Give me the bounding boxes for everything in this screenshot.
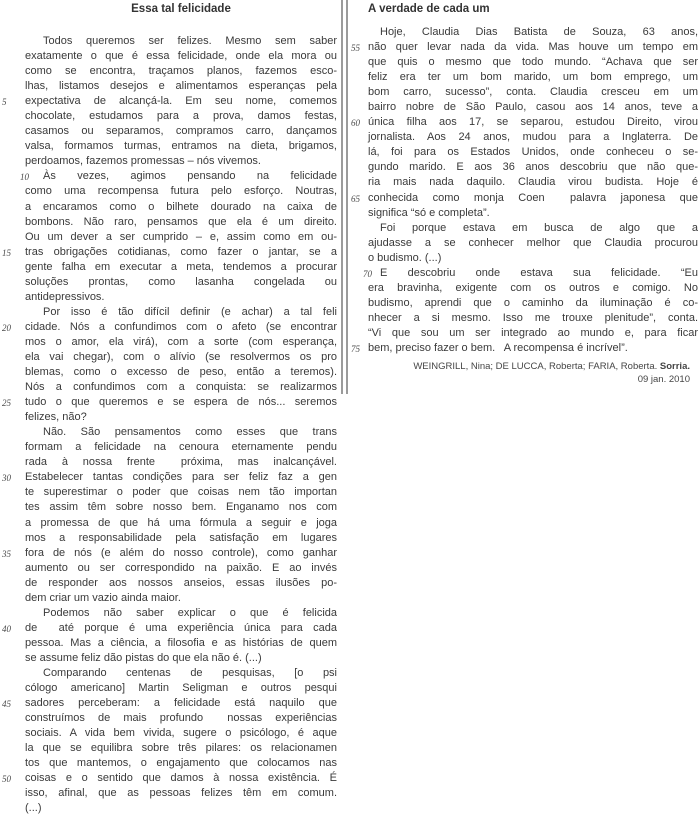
text-line-content: isso, afinal, que as pessoas felizes têm em comum.	[25, 787, 337, 800]
text-line-content: lhas, listamos desejos e alimentamos esperanças pela	[25, 80, 337, 93]
text-line	[25, 260, 337, 275]
text-line-content: cólogo americano] Martin Seligman e outros pesqui	[25, 682, 337, 695]
text-line-content: única filha aos 17, se separou, estudou Direito, virou	[368, 116, 698, 129]
line-number: 30	[2, 473, 11, 484]
text-line-content: casamos ou separamos, compramos carro, dançamos	[25, 125, 337, 138]
text-line	[25, 455, 337, 470]
citation-source: Sorria.	[659, 361, 690, 372]
text-line	[25, 485, 337, 500]
text-line-content: (...)	[25, 802, 42, 815]
text-line	[25, 154, 337, 169]
text-line-content: nhecer a si mesmo. Isso me trouxe plenitude”, conta.	[368, 311, 698, 324]
text-line-content: E descobriu onde estava sua felicidade. “Eu	[380, 266, 698, 279]
text-line-content: ria mais nada daquilo. Claudia virou budista. Hoje é	[368, 176, 698, 189]
text-line	[25, 756, 337, 771]
text-line	[25, 711, 337, 726]
text-line-content: budismo, aprendi que o caminho da iluminação é co-	[368, 296, 698, 309]
text-line	[368, 281, 698, 296]
text-line	[25, 230, 337, 245]
text-line	[25, 591, 337, 606]
text-line-content: tras obrigações cotidianas, como fazer o jantar, se a	[25, 245, 337, 258]
text-line-content: gente falha em executar a meta, tendemos a procurar	[25, 260, 337, 273]
left-column	[2, 0, 337, 818]
line-number: 20	[2, 322, 11, 333]
citation-authors: WEINGRILL, Nina; DE LUCCA, Roberta; FARIA, Roberta.	[413, 361, 658, 372]
text-line-content: soluções prontas, como lasanha congelada ou	[25, 275, 337, 288]
text-line-content: de responder aos nossos anseios, essas ilusões po-	[25, 576, 337, 589]
text-line	[368, 326, 698, 341]
text-line-content: a promessa de que há uma fórmula a seguir e joga	[25, 516, 337, 529]
text-line-content: felizes, não?	[25, 411, 87, 424]
text-line-content: blemas, como o excesso de peso, então a teremos).	[25, 366, 337, 379]
text-line-content: Ou um dever a ser cumprido – e, assim como em ou-	[25, 230, 337, 243]
line-number: 65	[351, 193, 360, 204]
text-line-content: Todos queremos ser felizes. Mesmo sem saber	[43, 35, 337, 47]
right-column-title: A verdade de cada um	[368, 3, 490, 15]
text-line	[25, 49, 337, 64]
text-line	[2, 696, 337, 711]
text-line	[368, 251, 698, 266]
text-line-content: bom carro, sucesso”, conta. Claudia cresceu em um	[368, 86, 698, 99]
text-line	[2, 621, 337, 636]
text-line	[363, 266, 698, 281]
text-line-content: que quis o mesmo que todo mundo. “Achava que ser	[368, 56, 698, 69]
text-line-content: fora de nós (e além do nosso controle), como ganhar	[25, 546, 337, 559]
text-line-content: Hoje, Claudia Dias Batista de Souza, 63 anos,	[380, 26, 698, 38]
text-line	[25, 275, 337, 290]
text-line-content: como se encontra, traçamos planos, fazemos esco-	[25, 65, 337, 78]
text-line	[25, 516, 337, 531]
text-line-content: Foi porque estava em busca de algo que a	[380, 221, 698, 234]
text-line	[2, 94, 337, 109]
text-line	[25, 741, 337, 756]
text-line-content: bem, preciso fazer o bem. A recompensa é incrível”.	[368, 341, 628, 354]
text-line	[25, 561, 337, 576]
text-line	[368, 25, 698, 40]
text-line	[25, 109, 337, 124]
text-line-content: chocolate, estudamos para a prova, damos festas,	[25, 110, 337, 123]
line-number: 35	[2, 548, 11, 559]
text-line	[25, 79, 337, 94]
text-line	[25, 64, 337, 79]
text-line	[368, 296, 698, 311]
text-line	[25, 576, 337, 591]
text-line	[2, 395, 337, 410]
text-line-content: era bravinha, exigente com os outros e comigo. No	[368, 281, 698, 294]
text-line	[25, 636, 337, 651]
text-line-content: pessoa. Mas a ciência, a filosofia e as histórias de quem	[25, 636, 337, 649]
text-line-content: formam a felicidade na cenoura eternamente pendu	[25, 441, 337, 454]
line-number: 5	[2, 97, 7, 108]
text-line-content: gundo marido. E aos 36 anos descobriu que não que-	[368, 161, 698, 174]
text-line-content: tes assim têm sobre nosso bem. Enganamo nos com	[25, 501, 337, 514]
text-line	[368, 55, 698, 70]
text-line-content: conhecida como monja Coen palavra japonesa que	[368, 191, 698, 204]
text-line	[25, 440, 337, 455]
text-line-content: expectativa de alcançá-la. Em seu nome, comemos	[25, 95, 337, 108]
text-line	[368, 130, 698, 145]
text-line	[25, 380, 337, 395]
line-number: 45	[2, 699, 11, 710]
text-line	[25, 350, 337, 365]
text-line	[351, 341, 698, 356]
text-line	[368, 236, 698, 251]
text-line	[351, 40, 698, 55]
text-line-content: como uma recompensa futura pelo esforço. Noutras,	[25, 185, 337, 198]
line-number: 50	[2, 774, 11, 785]
text-line-content: mos a responsabilidade pela satisfação em lugares	[25, 531, 337, 544]
text-line	[2, 771, 337, 786]
line-number: 15	[2, 247, 11, 258]
text-line-content: lá, foi para os Estados Unidos, onde conheceu o se-	[368, 146, 698, 159]
line-number: 10	[20, 172, 29, 183]
text-line-content: bairro nobre de São Paulo, casou aos 14 anos, teve a	[368, 101, 698, 114]
text-line	[25, 124, 337, 139]
text-line-content: de até porque é uma experiência única para cada	[25, 621, 337, 634]
citation-date: 09 jan. 2010	[637, 373, 690, 385]
text-line-content: feliz era ter um bom marido, um bom emprego, um	[368, 71, 698, 84]
text-line	[25, 666, 337, 681]
line-number: 70	[363, 268, 372, 279]
text-line	[25, 200, 337, 215]
text-line-content: cidade. Nós a confundimos com o afeto (se encontrar	[25, 320, 337, 333]
line-number: 55	[351, 43, 360, 54]
text-line	[25, 681, 337, 696]
text-line	[25, 290, 337, 305]
text-line-content: valsa, formamos turmas, entramos na dieta, brigamos,	[25, 140, 337, 153]
text-line	[368, 85, 698, 100]
text-line	[25, 786, 337, 801]
right-column	[351, 0, 698, 818]
text-line-content: Comparando centenas de pesquisas, [o psi	[43, 666, 337, 679]
text-line	[25, 606, 337, 621]
text-line-content: perdoamos, fazemos promessas – nós vivemos.	[25, 155, 261, 168]
text-line	[368, 70, 698, 85]
right-column-text	[351, 25, 698, 356]
text-line-content: Por isso é tão difícil definir (e achar) a tal feli	[43, 305, 337, 318]
text-line	[25, 500, 337, 515]
text-line	[2, 245, 337, 260]
text-line	[25, 215, 337, 230]
text-line-content: dem criar um vazio ainda maior.	[25, 591, 181, 604]
text-line-content: sadores perceberam: a felicidade está naquilo que	[25, 697, 337, 710]
text-line-content: la que se equilibra sobre três pilares: os relacionamen	[25, 742, 337, 755]
text-line	[25, 425, 337, 440]
text-line	[25, 184, 337, 199]
text-line	[25, 801, 337, 816]
text-line	[368, 145, 698, 160]
text-line-content: ajudasse a se conhecer melhor que Claudia procurou	[368, 236, 698, 249]
text-line	[25, 139, 337, 154]
line-number: 40	[2, 623, 11, 634]
text-line-content: Podemos não saber explicar o que é felicida	[43, 606, 337, 619]
text-line-content: exatamente o que é essa felicidade, onde ela mora ou	[25, 50, 337, 63]
text-line-content: bombons. Não raro, pensamos que ela é um direito.	[25, 215, 337, 228]
text-line	[368, 160, 698, 175]
text-line-content: construímos de mais profundo nossas experiências	[25, 712, 337, 725]
text-line	[368, 100, 698, 115]
text-line-content: Nós a confundimos com a conquista: se realizarmos	[25, 381, 337, 394]
text-line-content: antidepressivos.	[25, 290, 105, 303]
text-line	[25, 365, 337, 380]
text-line-content: mos o amor, ela virá), com a sorte (com esperança,	[25, 335, 337, 348]
text-line-content: não quer levar nada da vida. Mas houve um tempo em	[368, 41, 698, 54]
text-line	[351, 115, 698, 130]
text-line	[368, 311, 698, 326]
left-column-title: Essa tal felicidade	[131, 3, 231, 15]
text-line-content: tos que mantemos, o engajamento que colocamos nas	[25, 757, 337, 770]
text-line-content: significa “só e completa”.	[368, 206, 490, 219]
text-line	[25, 531, 337, 546]
text-line-content: tudo o que queremos e se espera de nós... seremos	[25, 396, 337, 409]
text-line	[25, 726, 337, 741]
text-line	[25, 305, 337, 320]
text-line-content: Estabelecer tantas condições para ser feliz faz a gen	[25, 471, 337, 484]
text-line-content: te superestimar o poder que coisas nem tão importan	[25, 486, 337, 499]
text-line	[25, 335, 337, 350]
text-line-content: sociais. A vida bem vivida, sugere o psicólogo, é aque	[25, 727, 337, 740]
column-divider	[341, 0, 348, 394]
text-line	[25, 410, 337, 425]
text-line-content: Não. São pensamentos como esses que trans	[43, 426, 337, 439]
text-line	[2, 320, 337, 335]
text-line	[25, 651, 337, 666]
text-line	[351, 191, 698, 206]
text-line-content: Às vezes, agimos pensando na felicidade	[43, 170, 337, 183]
text-line	[25, 34, 337, 49]
text-line	[2, 470, 337, 485]
text-line-content: se assume feliz dão pistas do que ela não é. (...)	[25, 651, 262, 664]
citation	[368, 361, 690, 386]
text-line-content: rada à nossa frente próxima, mas inalcançável.	[25, 456, 337, 469]
text-line-content: “Vi que sou um ser integrado ao mundo e, para ficar	[368, 326, 698, 339]
text-line-content: aumento ou ser correspondido na paixão. E ao invés	[25, 561, 337, 574]
text-line	[20, 169, 337, 184]
text-line	[368, 221, 698, 236]
line-number: 75	[351, 343, 360, 354]
text-line-content: ela vai chegar), com o alívio (se resolvermos os pro	[25, 350, 337, 363]
text-line	[2, 546, 337, 561]
text-line	[368, 175, 698, 190]
text-line-content: coisas e o sentido que damos à nossa existência. É	[25, 772, 337, 785]
text-line	[368, 206, 698, 221]
line-number: 60	[351, 118, 360, 129]
left-column-text	[2, 34, 337, 816]
text-line-content: jornalista. Aos 24 anos, mudou para a Inglaterra. De	[368, 131, 698, 144]
text-line-content: a encaramos como o bilhete dourado na caixa de	[25, 200, 337, 213]
text-line-content: o budismo. (...)	[368, 251, 442, 264]
line-number: 25	[2, 398, 11, 409]
